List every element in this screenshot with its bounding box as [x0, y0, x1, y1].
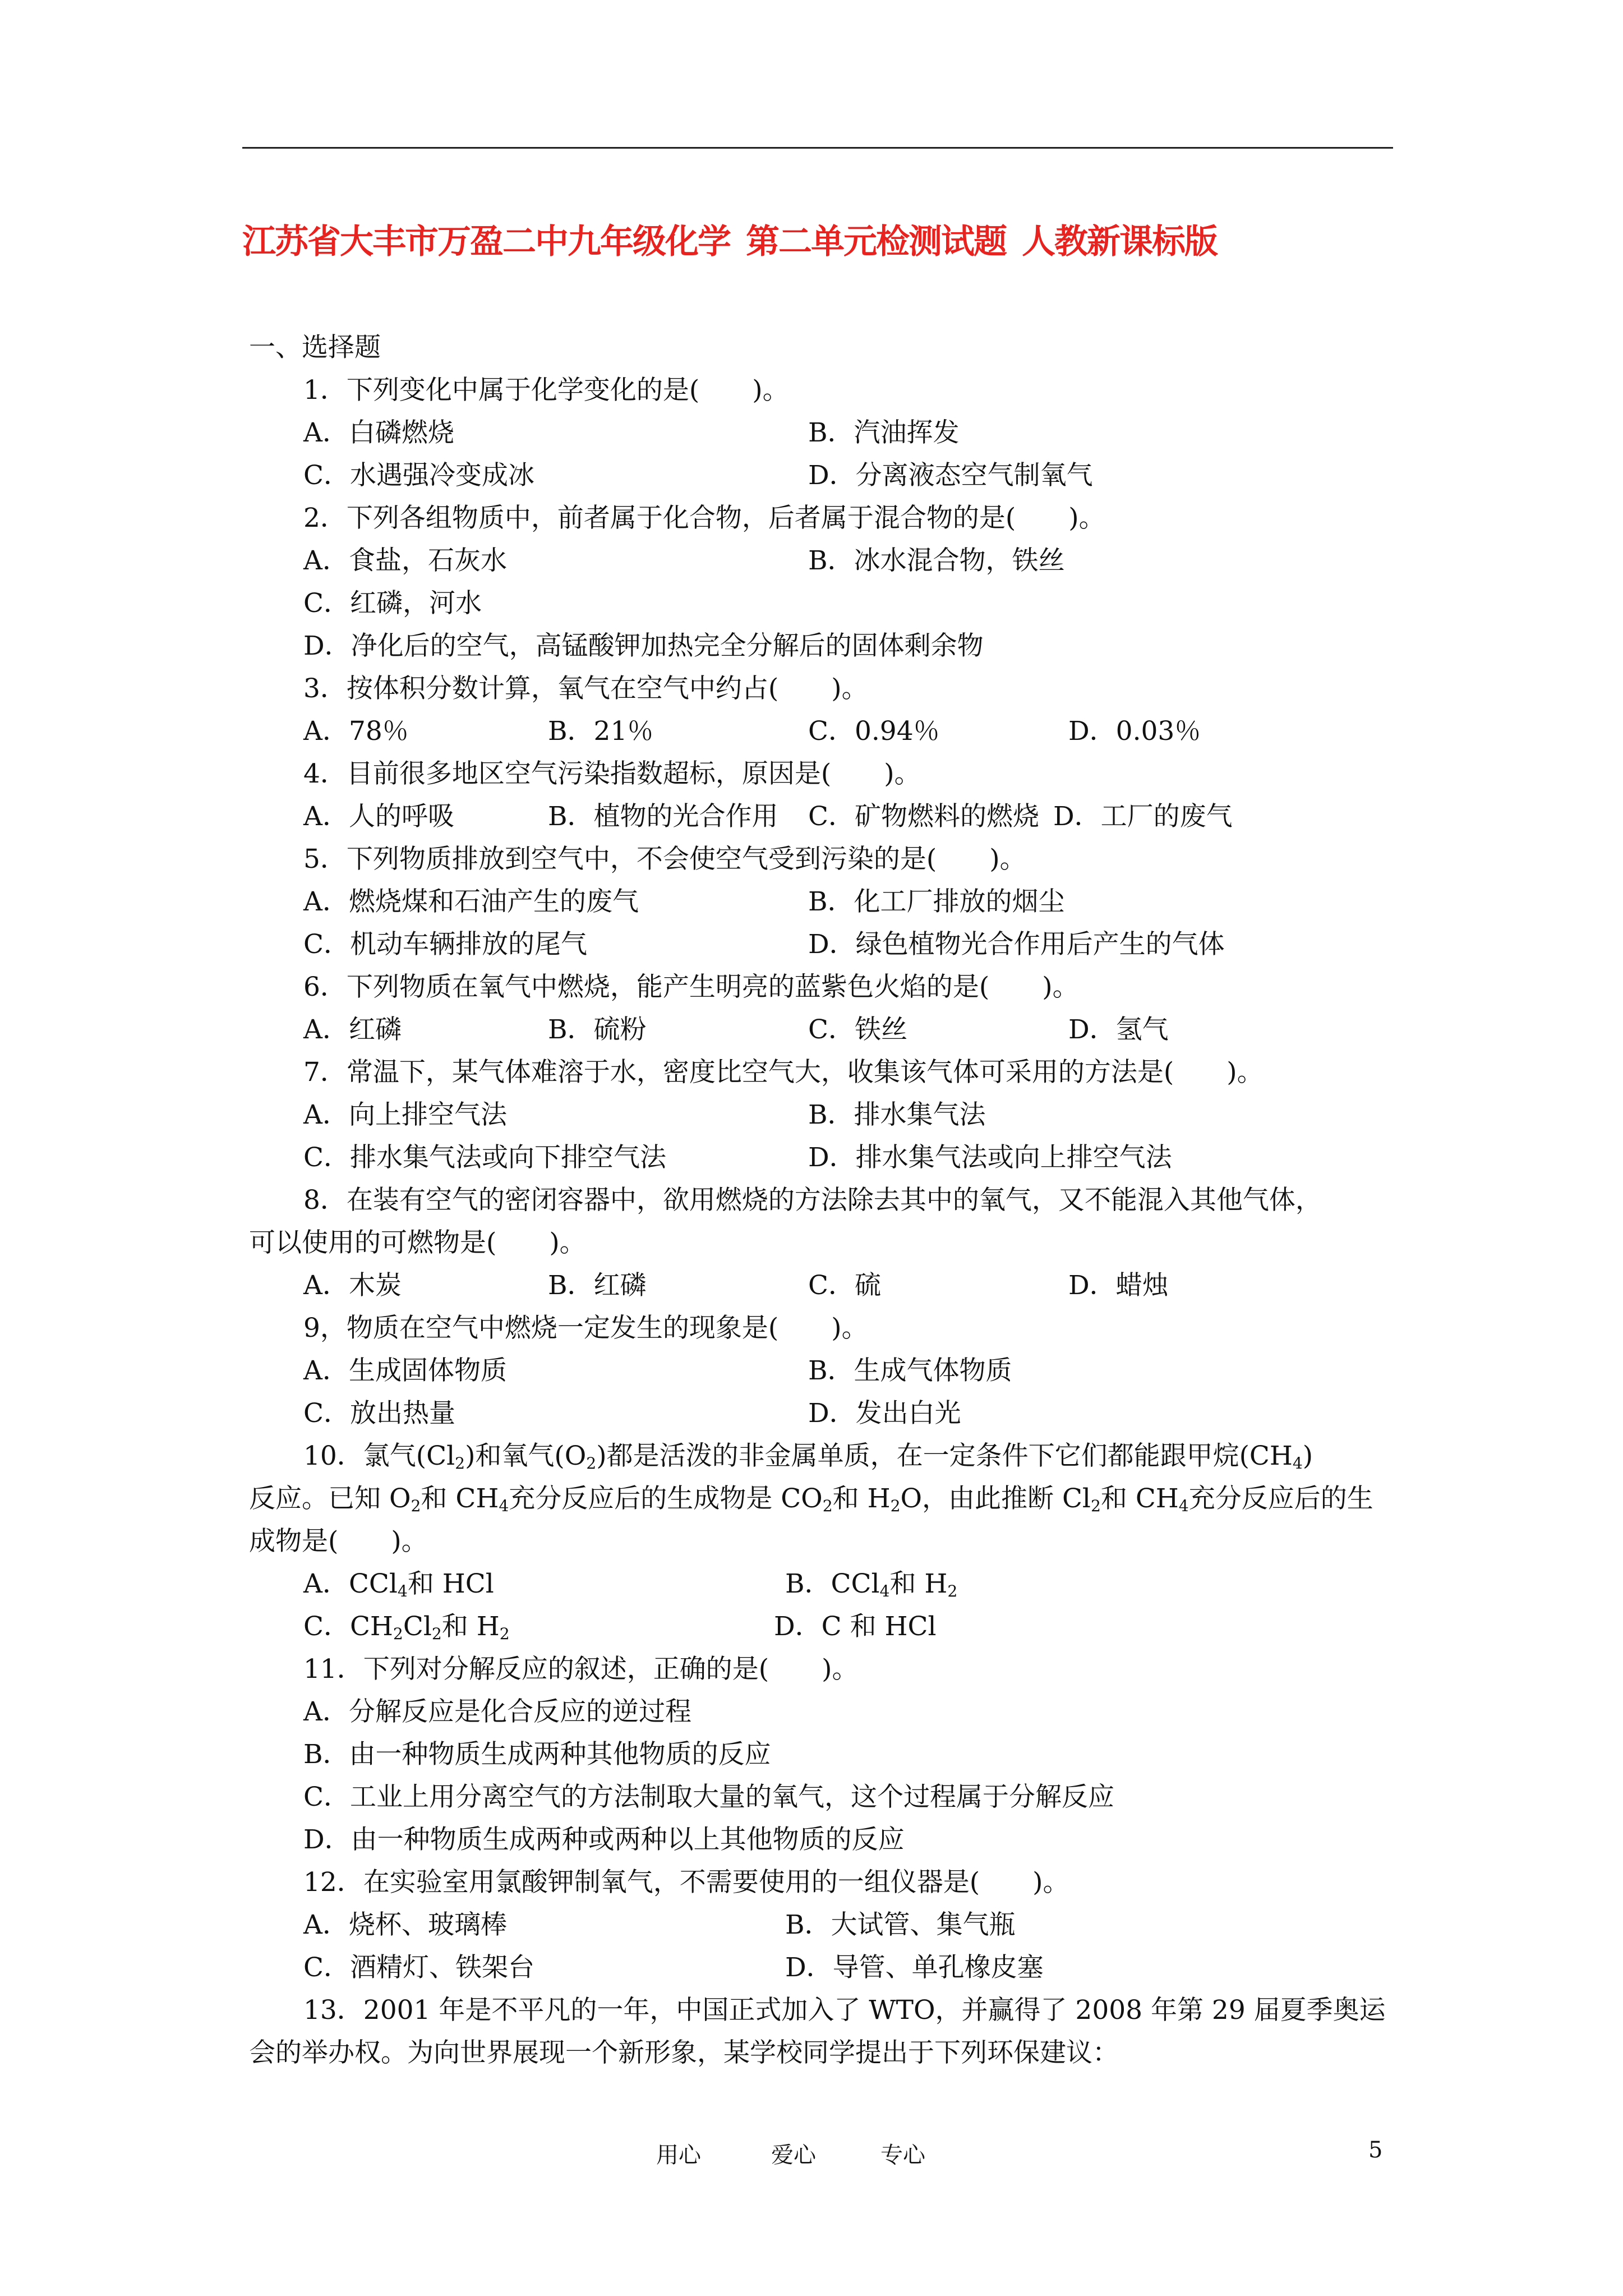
option-7d: D．排水集气法或向上排空气法 [808, 1142, 1172, 1173]
option-11a: A．分解反应是化合反应的逆过程 [303, 1696, 691, 1727]
option-12a: A．烧杯、玻璃棒 [303, 1910, 507, 1940]
option-10c: C．$CH_2Cl_2$和 $H_2$ [303, 1611, 510, 1644]
option-12c: C．酒精灯、铁架台 [303, 1952, 534, 1983]
option-7b: B．排水集气法 [808, 1099, 986, 1130]
header-rule [242, 147, 1393, 149]
option-1a: A．白磷燃烧 [303, 417, 454, 448]
question-11: 11．下列对分解反应的叙述，正确的是( )。 [303, 1654, 859, 1685]
option-3c: C．0.94％ [808, 716, 940, 747]
option-1c: C．水遇强冷变成冰 [303, 460, 534, 491]
option-11b: B．由一种物质生成两种其他物质的反应 [303, 1739, 771, 1770]
page-number: 5 [1368, 2137, 1383, 2163]
option-2b: B．冰水混合物，铁丝 [808, 545, 1065, 576]
footer-motto-2: 爱心 [771, 2142, 816, 2168]
option-4b: B．植物的光合作用 [548, 801, 778, 832]
question-10-line-1: 10．氯气$(Cl_2)$和氧气$(O_2)$都是活泼的非金属单质，在一定条件下它们都能跟甲烷$(CH_4)$ [303, 1441, 1313, 1473]
question-8-line-1: 8．在装有空气的密闭容器中，欲用燃烧的方法除去其中的氧气，又不能混入其他气体， [303, 1185, 1322, 1216]
option-2c: C．红磷，河水 [303, 588, 482, 619]
question-9: 9，物质在空气中燃烧一定发生的现象是( )。 [303, 1313, 868, 1343]
option-9a: A．生成固体物质 [303, 1355, 507, 1386]
option-12d: D．导管、单孔橡皮塞 [785, 1952, 1044, 1983]
option-9c: C．放出热量 [303, 1398, 455, 1429]
option-8d: D．蜡烛 [1068, 1270, 1169, 1301]
option-5a: A．燃烧煤和石油产生的废气 [303, 886, 639, 917]
document-title: 江苏省大丰市万盈二中九年级化学 第二单元检测试题 人教新课标版 [242, 222, 1217, 261]
option-7c: C．排水集气法或向下排空气法 [303, 1142, 666, 1173]
option-10b: B．CCl$_4$和 $H_2$ [785, 1568, 958, 1601]
question-8-line-2: 可以使用的可燃物是( )。 [249, 1227, 586, 1258]
option-2a: A．食盐，石灰水 [303, 545, 507, 576]
question-12: 12．在实验室用氯酸钾制氧气，不需要使用的一组仪器是( )。 [303, 1867, 1069, 1898]
option-5b: B．化工厂排放的烟尘 [808, 886, 1065, 917]
option-4a: A．人的呼吸 [303, 801, 454, 832]
option-9b: B．生成气体物质 [808, 1355, 1012, 1386]
option-3d: D．0.03％ [1068, 716, 1201, 747]
option-6a: A．红磷 [303, 1014, 402, 1045]
question-7: 7．常温下，某气体难溶于水，密度比空气大，收集该气体可采用的方法是( )。 [303, 1057, 1264, 1088]
option-1d: D．分离液态空气制氧气 [808, 460, 1093, 491]
option-12b: B．大试管、集气瓶 [785, 1910, 1016, 1940]
section-heading: 一、选择题 [249, 332, 381, 363]
option-6b: B．硫粉 [548, 1014, 647, 1045]
question-5: 5．下列物质排放到空气中，不会使空气受到污染的是( )。 [303, 844, 1026, 875]
question-6: 6．下列物质在氧气中燃烧，能产生明亮的蓝紫色火焰的是( )。 [303, 972, 1079, 1002]
option-7a: A．向上排空气法 [303, 1099, 507, 1130]
question-2: 2．下列各组物质中，前者属于化合物，后者属于混合物的是( )。 [303, 503, 1105, 533]
option-8a: A．木炭 [303, 1270, 402, 1301]
option-4c: C．矿物燃料的燃烧 [808, 801, 1039, 832]
option-11c: C．工业上用分离空气的方法制取大量的氧气，这个过程属于分解反应 [303, 1782, 1114, 1812]
option-8b: B．红磷 [548, 1270, 647, 1301]
question-13-line-2: 会的举办权。为向世界展现一个新形象，某学校同学提出于下列环保建议： [249, 2037, 1119, 2068]
option-2d: D．净化后的空气，高锰酸钾加热完全分解后的固体剩余物 [303, 631, 984, 661]
option-4d: D．工厂的废气 [1053, 801, 1233, 832]
question-1: 1．下列变化中属于化学变化的是( )。 [303, 375, 789, 406]
footer-motto-3: 专心 [880, 2142, 925, 2168]
option-3a: A．78％ [303, 716, 409, 747]
option-9d: D．发出白光 [808, 1398, 961, 1429]
question-13-line-1: 13．2001 年是不平凡的一年，中国正式加入了 WTO，并赢得了 2008 年第 29 届夏季奥运 [303, 1995, 1386, 2026]
option-5d: D．绿色植物光合作用后产生的气体 [808, 929, 1225, 960]
footer-motto-1: 用心 [656, 2142, 701, 2168]
option-11d: D．由一种物质生成两种或两种以上其他物质的反应 [303, 1824, 905, 1855]
option-5c: C．机动车辆排放的尾气 [303, 929, 587, 960]
question-3: 3．按体积分数计算，氧气在空气中约占( )。 [303, 673, 868, 704]
option-6c: C．铁丝 [808, 1014, 907, 1045]
option-1b: B．汽油挥发 [808, 417, 960, 448]
option-10d: D．C 和 HCl [774, 1611, 937, 1642]
option-10a: A．CCl$_4$和 HCl [303, 1568, 494, 1601]
option-8c: C．硫 [808, 1270, 881, 1301]
option-6d: D．氢气 [1068, 1014, 1169, 1045]
question-4: 4．目前很多地区空气污染指数超标，原因是( )。 [303, 758, 921, 789]
option-3b: B．21％ [548, 716, 654, 747]
question-10-line-3: 成物是( )。 [249, 1526, 428, 1557]
question-10-line-2: 反应。已知 $O_2$和 $CH_4$充分反应后的生成物是 $CO_2$和 $H_2O$，由此推断 $Cl_2$和 $CH_4$充分反应后的生 [249, 1483, 1373, 1516]
